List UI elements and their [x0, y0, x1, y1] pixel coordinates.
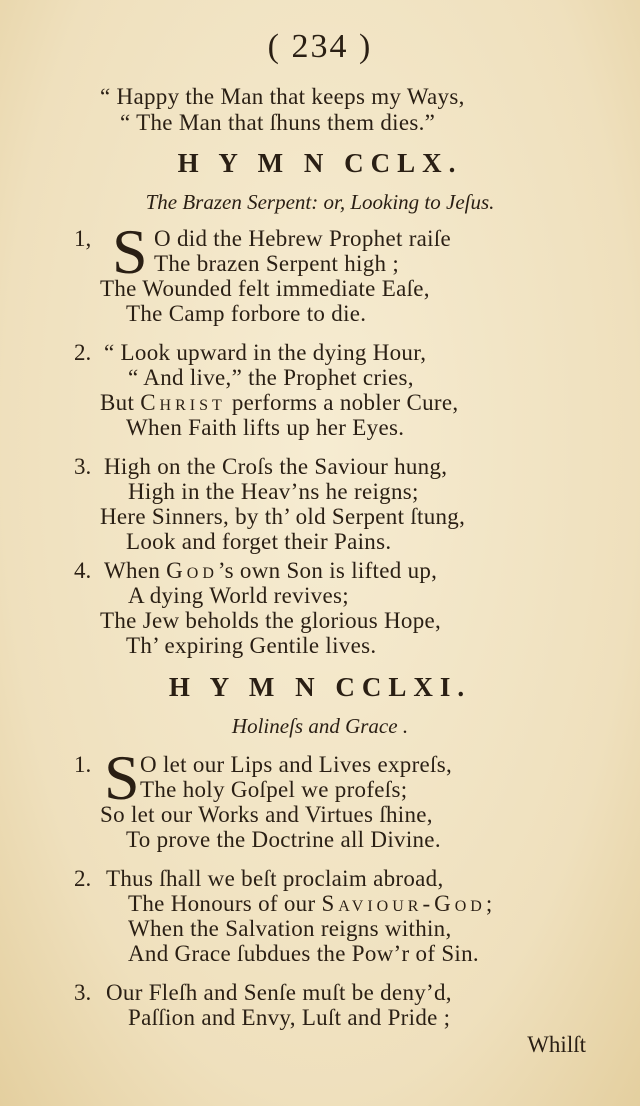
verse-line: “ Look upward in the dying Hour,: [104, 340, 427, 365]
verse-line: O let our Lips and Lives expreſs,: [140, 752, 453, 777]
verse-line: The Camp forbore to die.: [126, 301, 367, 326]
verse-line: And Grace ſubdues the Pow’r of Sin.: [128, 941, 479, 966]
drop-cap: S: [112, 216, 148, 287]
verse-line: To prove the Doctrine all Divine.: [126, 827, 441, 852]
verse-line: High on the Croſs the Saviour hung,: [104, 454, 448, 479]
verse-line: The Wounded felt immediate Eaſe,: [100, 276, 430, 301]
verse-line: The Honours of our Saviour-God;: [128, 891, 493, 916]
verse-line: When God’s own Son is lifted up,: [104, 558, 438, 583]
verse-line: When the Salvation reigns within,: [128, 916, 452, 941]
hymn-subtitle: The Brazen Serpent: or, Looking to Jeſus.: [145, 190, 495, 214]
verse-line: High in the Heav’ns he reigns;: [128, 479, 419, 504]
verse-line: Here Sinners, by th’ old Serpent ſtung,: [100, 504, 466, 529]
verse-line: The Jew beholds the glorious Hope,: [100, 608, 442, 633]
intro-line-2: “ The Man that ſhuns them dies.”: [120, 110, 436, 135]
verse-number: 3.: [74, 980, 92, 1005]
intro-line-1: “ Happy the Man that keeps my Ways,: [100, 84, 465, 109]
verse-line: A dying World revives;: [128, 583, 349, 608]
verse-number: 2.: [74, 340, 92, 365]
page-number: ( 234 ): [267, 28, 373, 65]
verse-line: Look and forget their Pains.: [126, 529, 392, 554]
verse-line: The holy Goſpel we profeſs;: [140, 777, 408, 802]
verse-line: Thus ſhall we beſt proclaim abroad,: [106, 866, 444, 891]
verse-line: So let our Works and Virtues ſhine,: [100, 802, 433, 827]
hymn-title: H Y M N CCLX.: [177, 148, 463, 178]
hymn-subtitle: Holineſs and Grace .: [231, 714, 409, 738]
verse-line: “ And live,” the Prophet cries,: [128, 365, 414, 390]
verse-line: Our Fleſh and Senſe muſt be deny’d,: [106, 980, 452, 1005]
verse-number: 4.: [74, 558, 92, 583]
verse-line: Th’ expiring Gentile lives.: [126, 633, 377, 658]
drop-cap: S: [104, 742, 140, 813]
verse-number: 1.: [74, 752, 92, 777]
catchword: Whilſt: [527, 1032, 586, 1057]
verse-line: But Christ performs a nobler Cure,: [100, 390, 459, 415]
verse-line: The brazen Serpent high ;: [154, 251, 400, 276]
verse-number: 1,: [74, 226, 92, 251]
verse-number: 3.: [74, 454, 92, 479]
hymn-title: H Y M N CCLXI.: [168, 672, 472, 702]
verse-line: Paſſion and Envy, Luſt and Pride ;: [128, 1005, 451, 1030]
verse-line: When Faith lifts up her Eyes.: [126, 415, 405, 440]
verse-line: O did the Hebrew Prophet raiſe: [154, 226, 452, 251]
verse-number: 2.: [74, 866, 92, 891]
